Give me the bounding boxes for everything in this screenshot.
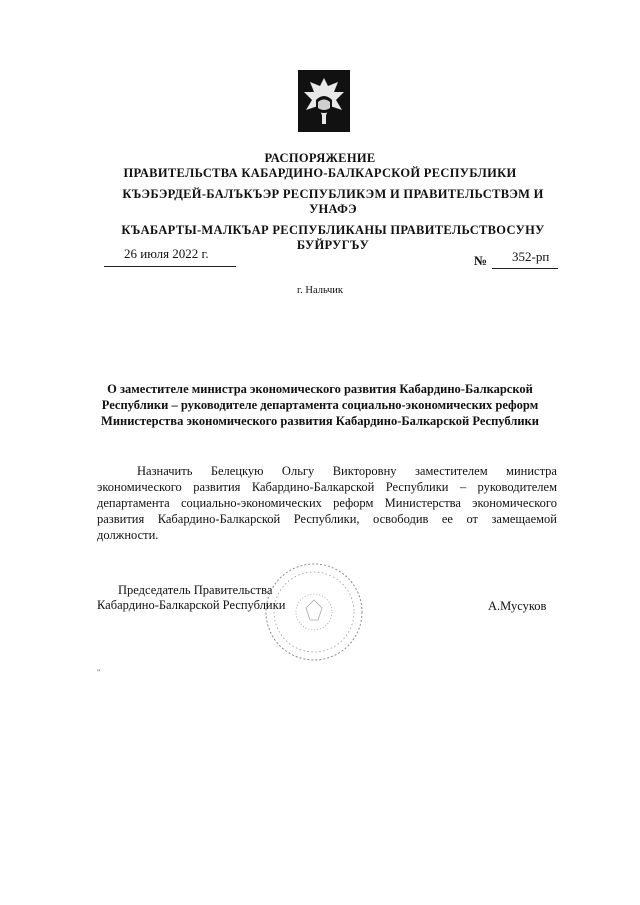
signatory-title-line1: Председатель Правительства — [118, 583, 273, 597]
document-number: 352-рп — [512, 249, 550, 264]
coat-of-arms-emblem — [298, 70, 350, 132]
footer-mark: " — [97, 668, 101, 677]
signatory-title-line2: Кабардино-Балкарской Республики — [97, 598, 286, 612]
number-sign: № — [474, 253, 488, 268]
document-subject: О заместителе министра экономического развития Кабардино-Балкарской Республики – руководителе департамента социально-экономических реформ Министерства экономического развития Кабардино-Балкарской Республики — [101, 382, 539, 428]
date-underline — [104, 266, 236, 267]
issuing-authority: ПРАВИТЕЛЬСТВА КАБАРДИНО-БАЛКАРСКОЙ РЕСПУБЛИКИ — [123, 166, 517, 180]
balkar-title: КЪАБАРТЫ-МАЛКЪАР РЕСПУБЛИКАНЫ ПРАВИТЕЛЬСТВОСУНУ БУЙРУГЪУ — [121, 223, 545, 252]
document-type-title: РАСПОРЯЖЕНИЕ — [264, 151, 376, 165]
city-label: г. Нальчик — [297, 285, 343, 296]
document-body: Назначить Белецкую Ольгу Викторовну заместителем министра экономического развития Кабардино-Балкарской Республики – руководителем департамента социально-экономических реформ Министерства экономического развития Кабардино-Балкарской Республики, освободив ее от замещаемой должности. — [97, 464, 557, 542]
kabardian-title: КЪЭБЭРДЕЙ-БАЛЪКЪЭР РЕСПУБЛИКЭМ И ПРАВИТЕЛЬСТВЭМ И УНАФЭ — [122, 187, 544, 216]
number-underline — [492, 268, 558, 269]
signatory-name: А.Мусуков — [488, 599, 547, 613]
document-date: 26 июля 2022 г. — [124, 246, 209, 261]
eagle-icon — [298, 70, 350, 132]
